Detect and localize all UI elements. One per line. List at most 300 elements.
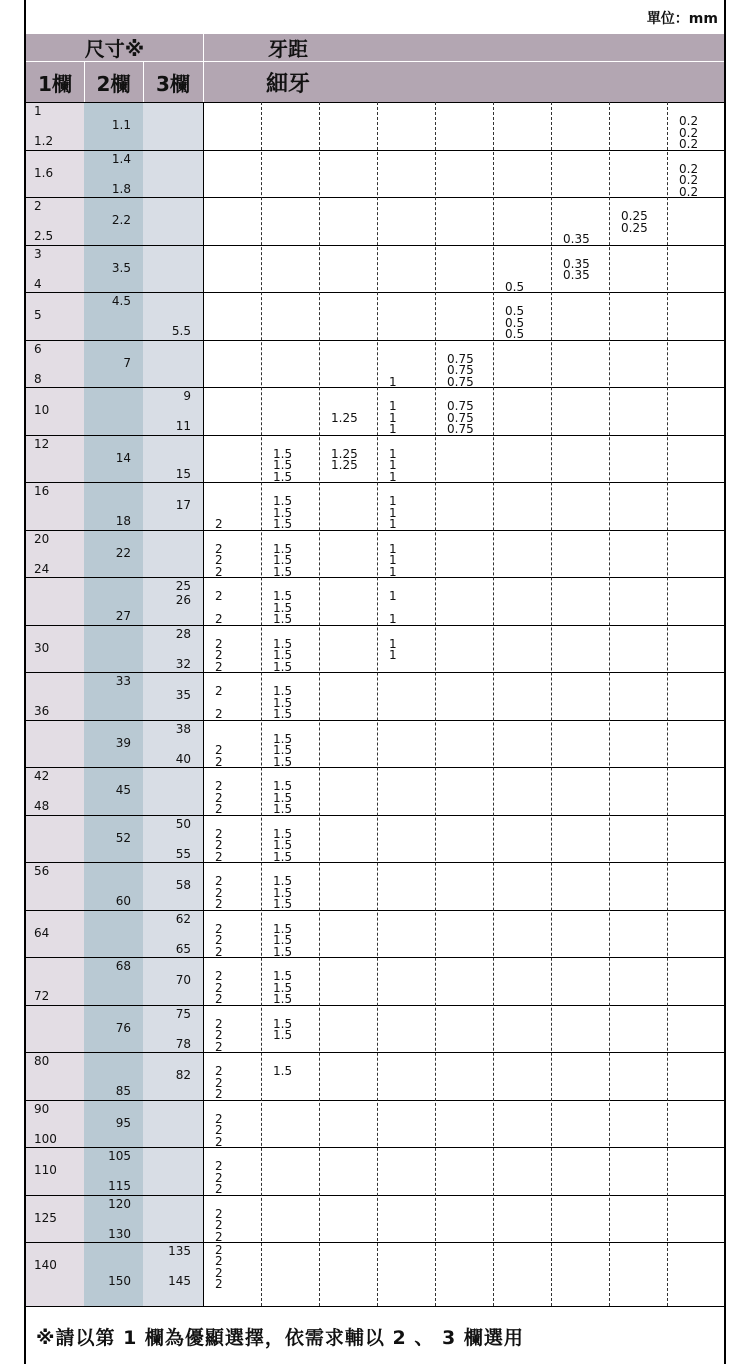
column-2-value: 60 [115, 894, 131, 908]
pitch-value: 1.5 [273, 921, 293, 936]
pitch-cell [377, 1101, 435, 1148]
column-3-value: 32 [175, 656, 191, 671]
pitch-value: 2 [215, 1159, 223, 1173]
column-1-cell [26, 1006, 84, 1053]
pitch-cell [493, 293, 551, 340]
pitch-cell [319, 103, 377, 150]
pitch-value: 1.5 [273, 992, 293, 1006]
column-1-value: 80 [34, 1054, 50, 1068]
pitch-value: 2 [215, 874, 223, 888]
column-3-value: 40 [175, 751, 191, 766]
table-row [26, 767, 724, 815]
pitch-cell [261, 768, 319, 815]
column-2-cell [84, 911, 143, 958]
pitch-value: 2 [215, 1016, 223, 1031]
column-3-cell [143, 911, 203, 958]
pitch-cell [551, 958, 609, 1005]
column-3-value: 145 [168, 1274, 191, 1288]
pitch-value: 1.5 [273, 1016, 293, 1031]
size-title: 尺寸※ [84, 36, 145, 61]
pitch-cell [609, 103, 667, 150]
column-1-value: 90 [34, 1101, 50, 1116]
pitch-value: 1.5 [273, 517, 293, 531]
pitch-cell [493, 1243, 551, 1290]
pitch-cell [435, 768, 493, 815]
pitch-cell [203, 1243, 261, 1290]
pitch-cell [493, 103, 551, 150]
column-1-cell [26, 483, 84, 530]
pitch-cell [319, 911, 377, 958]
column-3-cell [143, 531, 203, 578]
pitch-cell [319, 578, 377, 625]
column-2-cell [84, 1196, 143, 1243]
column-3-cell [143, 1148, 203, 1195]
pitch-cell [203, 1148, 261, 1195]
column-1-cell [26, 246, 84, 293]
pitch-cell [261, 151, 319, 198]
column-1-cell [26, 911, 84, 958]
pitch-cell [493, 341, 551, 388]
table-row [26, 435, 724, 483]
pitch-cell [609, 958, 667, 1005]
table-row [26, 1242, 724, 1290]
pitch-cell [667, 626, 725, 673]
column-2-value: 27 [115, 609, 131, 623]
pitch-cell [319, 958, 377, 1005]
pitch-value: 1 [389, 564, 397, 579]
column-1-cell [26, 673, 84, 720]
pitch-cell [203, 246, 261, 293]
pitch-cell [435, 1053, 493, 1100]
table-row [26, 292, 724, 340]
pitch-cell [667, 768, 725, 815]
column-2-cell [84, 293, 143, 340]
pitch-value: 1.5 [273, 1064, 293, 1078]
pitch-cell [377, 341, 435, 388]
column-1-cell [26, 1243, 84, 1290]
pitch-value: 2 [215, 790, 223, 805]
pitch-value: 1 [389, 648, 397, 662]
pitch-cell [609, 721, 667, 768]
pitch-cell [435, 483, 493, 530]
pitch-cell [493, 863, 551, 910]
pitch-value: 2 [215, 1087, 223, 1101]
pitch-cell [609, 911, 667, 958]
pitch-cell [667, 1196, 725, 1243]
column-1-cell [26, 293, 84, 340]
pitch-cell [319, 721, 377, 768]
pitch-value: 1 [389, 399, 397, 413]
column-1-value: 140 [34, 1258, 57, 1272]
pitch-cell [551, 246, 609, 293]
pitch-cell [261, 388, 319, 435]
column-3-cell [143, 816, 203, 863]
pitch-value: 2 [215, 1123, 223, 1137]
pitch-value: 0.75 [447, 374, 474, 389]
pitch-cell [551, 103, 609, 150]
pitch-cell [667, 1006, 725, 1053]
pitch-value: 2 [215, 1218, 223, 1232]
pitch-value: 0.2 [679, 173, 699, 187]
pitch-cell [377, 578, 435, 625]
column-1-cell [26, 768, 84, 815]
pitch-cell [203, 531, 261, 578]
column-1-cell [26, 1053, 84, 1100]
pitch-cell [319, 1101, 377, 1148]
column-3-value: 11 [175, 419, 191, 433]
pitch-cell [377, 1243, 435, 1290]
pitch-column-divider [377, 102, 378, 1306]
pitch-cell [435, 578, 493, 625]
column-1-value: 1.6 [34, 165, 54, 180]
pitch-column-divider [609, 102, 610, 1306]
pitch-value: 2 [215, 1039, 223, 1054]
pitch-value: 0.2 [679, 184, 699, 199]
pitch-value: 2 [215, 802, 223, 816]
pitch-cell [319, 436, 377, 483]
pitch-column-divider [319, 102, 320, 1306]
column-1-cell [26, 816, 84, 863]
column-1-value: 72 [34, 989, 50, 1003]
pitch-cell [609, 1006, 667, 1053]
pitch-cell [377, 198, 435, 245]
pitch-cell [493, 531, 551, 578]
pitch-cell [261, 1053, 319, 1100]
pitch-value: 2 [215, 1134, 223, 1149]
pitch-cell [667, 1148, 725, 1195]
table-row [26, 197, 724, 245]
pitch-cell [551, 721, 609, 768]
pitch-cell [667, 293, 725, 340]
pitch-cell [261, 578, 319, 625]
pitch-cell [377, 911, 435, 958]
pitch-cell [377, 1196, 435, 1243]
pitch-value: 1.25 [331, 446, 358, 461]
column-1-cell [26, 721, 84, 768]
column-3-cell [143, 1006, 203, 1053]
column-1-value: 1.2 [34, 134, 54, 148]
pitch-value: 2 [215, 648, 223, 662]
column-2-value: 105 [108, 1149, 131, 1163]
pitch-value: 2 [215, 589, 223, 603]
column-3-value: 65 [175, 941, 191, 956]
table-header [26, 34, 724, 102]
column-3-value: 26 [175, 593, 191, 607]
pitch-value: 1.5 [273, 469, 293, 484]
pitch-value: 2 [215, 517, 223, 531]
pitch-value: 1.5 [273, 600, 293, 615]
pitch-cell [377, 626, 435, 673]
table-row [26, 102, 724, 150]
column-1-cell [26, 1196, 84, 1243]
pitch-cell [667, 673, 725, 720]
pitch-cell [493, 246, 551, 293]
pitch-cell [667, 863, 725, 910]
column-1-value: 2.5 [34, 229, 54, 243]
pitch-cell [377, 1053, 435, 1100]
pitch-cell [435, 673, 493, 720]
table-row [26, 625, 724, 673]
pitch-value: 1.5 [273, 541, 293, 556]
table-row [26, 1195, 724, 1243]
pitch-cell [203, 341, 261, 388]
pitch-value: 1.5 [273, 446, 293, 461]
pitch-cell [551, 1101, 609, 1148]
table-row [26, 577, 724, 625]
pitch-cell [377, 816, 435, 863]
column-3-cell [143, 863, 203, 910]
pitch-cell [551, 578, 609, 625]
column-3-cell [143, 673, 203, 720]
pitch-cell [667, 958, 725, 1005]
pitch-cell [203, 911, 261, 958]
pitch-value: 0.5 [505, 304, 525, 318]
column-2-cell [84, 816, 143, 863]
column-1-cell [26, 863, 84, 910]
column-1-value: 36 [34, 704, 50, 718]
pitch-cell [493, 911, 551, 958]
pitch-cell [203, 293, 261, 340]
table-row [26, 150, 724, 198]
column-1-value: 10 [34, 403, 50, 417]
pitch-cell [261, 1006, 319, 1053]
column-3-cell [143, 721, 203, 768]
column-3-value: 28 [175, 626, 191, 641]
pitch-value: 1.5 [273, 589, 293, 603]
pitch-cell [435, 721, 493, 768]
pitch-value: 2 [215, 1182, 223, 1196]
column-3-cell [143, 436, 203, 483]
column-1-cell [26, 531, 84, 578]
pitch-value: 2 [215, 553, 223, 567]
pitch-cell [203, 1006, 261, 1053]
pitch-cell [319, 1148, 377, 1195]
column-2-cell [84, 863, 143, 910]
pitch-cell [551, 1243, 609, 1290]
pitch-value: 2 [215, 826, 223, 841]
pitch-cell [261, 1196, 319, 1243]
pitch-cell [203, 578, 261, 625]
column-2-cell [84, 626, 143, 673]
pitch-cell [319, 626, 377, 673]
pitch-value: 2 [215, 743, 223, 757]
pitch-value: 2 [215, 1206, 223, 1221]
pitch-value: 2 [215, 612, 223, 626]
pitch-value: 1.5 [273, 612, 293, 626]
pitch-value: 1.5 [273, 838, 293, 852]
pitch-cell [493, 958, 551, 1005]
pitch-title: 牙距 [268, 36, 308, 61]
column-1-cell [26, 1101, 84, 1148]
pitch-value: 2 [215, 1254, 223, 1268]
pitch-value: 2 [215, 779, 223, 793]
fine-thread-header: 細牙 [265, 71, 310, 97]
pitch-cell [261, 721, 319, 768]
pitch-cell [609, 436, 667, 483]
pitch-cell [435, 293, 493, 340]
pitch-cell [261, 436, 319, 483]
pitch-column-divider [435, 102, 436, 1306]
pitch-cell [551, 483, 609, 530]
pitch-value: 1 [389, 458, 397, 472]
pitch-column-divider [261, 102, 262, 1306]
pitch-value: 2 [215, 980, 223, 995]
column-3-cell [143, 578, 203, 625]
column-3-cell [143, 626, 203, 673]
pitch-cell [261, 863, 319, 910]
pitch-value: 1.5 [273, 648, 293, 662]
column-1-value: 24 [34, 561, 50, 576]
column-3-value: 35 [175, 688, 191, 702]
pitch-value: 1.5 [273, 505, 293, 520]
pitch-cell [551, 1006, 609, 1053]
table-row [26, 862, 724, 910]
pitch-value: 1.5 [273, 636, 293, 651]
footnote: ※請以第 1 欄為優顯選擇，依需求輔以 2 、 3 欄選用 [36, 1327, 524, 1349]
pitch-cell [203, 1101, 261, 1148]
pitch-value: 1.25 [331, 458, 358, 472]
pitch-value: 0.2 [679, 125, 699, 140]
column-2-cell [84, 578, 143, 625]
column-1-value: 125 [34, 1210, 57, 1225]
pitch-value: 1.5 [273, 897, 293, 911]
column-1-cell [26, 1148, 84, 1195]
column-2-value: 1.4 [111, 151, 131, 166]
pitch-cell [377, 293, 435, 340]
pitch-cell [435, 531, 493, 578]
column-3-cell [143, 1101, 203, 1148]
column-3-value: 15 [175, 466, 191, 481]
pitch-value: 1 [389, 410, 397, 425]
pitch-cell [377, 958, 435, 1005]
pitch-cell [377, 103, 435, 150]
pitch-value: 1.5 [273, 790, 293, 805]
pitch-cell [609, 578, 667, 625]
pitch-cell [319, 531, 377, 578]
column-3-value: 55 [175, 846, 191, 861]
column-1-value: 3 [34, 246, 42, 261]
column-1-value: 20 [34, 531, 50, 546]
pitch-cell [667, 911, 725, 958]
pitch-value: 1.5 [273, 933, 293, 947]
pitch-value: 0.5 [505, 327, 525, 341]
pitch-cell [551, 293, 609, 340]
pitch-cell [435, 911, 493, 958]
column-1-value: 30 [34, 640, 50, 655]
column-3-cell [143, 293, 203, 340]
pitch-cell [377, 531, 435, 578]
pitch-cell [551, 768, 609, 815]
pitch-cell [551, 151, 609, 198]
pitch-value: 1.5 [273, 731, 293, 746]
column-3-value: 75 [175, 1006, 191, 1021]
column-3-cell [143, 768, 203, 815]
column-1-cell [26, 103, 84, 150]
column-3-cell [143, 1243, 203, 1290]
pitch-cell [319, 1053, 377, 1100]
pitch-cell [435, 198, 493, 245]
column-2-value: 1.8 [111, 181, 131, 196]
table-row [26, 1147, 724, 1195]
pitch-cell [609, 1148, 667, 1195]
pitch-cell [609, 483, 667, 530]
column-2-header: 2欄 [96, 71, 131, 96]
column-2-value: 45 [115, 783, 131, 797]
pitch-value: 1.5 [273, 885, 293, 900]
table-row [26, 1005, 724, 1053]
column-1-cell [26, 198, 84, 245]
pitch-cell [203, 198, 261, 245]
pitch-cell [203, 721, 261, 768]
pitch-value: 1.5 [273, 802, 293, 816]
column-3-header: 3欄 [156, 71, 190, 96]
pitch-cell [435, 388, 493, 435]
pitch-value: 0.75 [447, 363, 474, 377]
pitch-cell [609, 198, 667, 245]
pitch-cell [319, 816, 377, 863]
pitch-cell [377, 673, 435, 720]
column-3-cell [143, 246, 203, 293]
pitch-cell [377, 768, 435, 815]
column-2-cell [84, 341, 143, 388]
pitch-value: 1.5 [273, 564, 293, 579]
column-2-value: 150 [108, 1274, 131, 1288]
column-1-cell [26, 626, 84, 673]
pitch-value: 1 [389, 612, 397, 626]
pitch-cell [609, 388, 667, 435]
column-3-value: 9 [183, 389, 191, 403]
column-1-value: 4 [34, 276, 42, 291]
pitch-value: 0.35 [563, 232, 590, 246]
column-1-cell [26, 151, 84, 198]
column-2-cell [84, 1053, 143, 1100]
pitch-value: 1.5 [273, 707, 293, 721]
pitch-cell [319, 483, 377, 530]
pitch-cell [261, 626, 319, 673]
pitch-cell [261, 958, 319, 1005]
pitch-cell [319, 246, 377, 293]
pitch-value: 1 [389, 422, 397, 436]
pitch-cell [551, 673, 609, 720]
pitch-value: 0.75 [447, 410, 474, 425]
pitch-cell [493, 626, 551, 673]
pitch-cell [435, 341, 493, 388]
pitch-value: 2 [215, 636, 223, 651]
pitch-value: 1.5 [273, 458, 293, 472]
table-row [26, 245, 724, 293]
pitch-value: 2 [215, 564, 223, 579]
pitch-value: 2 [215, 992, 223, 1006]
column-3-cell [143, 958, 203, 1005]
pitch-value: 2 [215, 849, 223, 864]
pitch-value: 1 [389, 636, 397, 651]
pitch-cell [261, 911, 319, 958]
pitch-cell [203, 673, 261, 720]
pitch-value: 0.2 [679, 161, 699, 176]
pitch-cell [667, 1243, 725, 1290]
pitch-cell [551, 1196, 609, 1243]
pitch-cell [493, 816, 551, 863]
pitch-column-divider [551, 102, 552, 1306]
pitch-cell [261, 531, 319, 578]
pitch-cell [493, 151, 551, 198]
column-2-value: 33 [115, 674, 131, 688]
pitch-cell [493, 483, 551, 530]
column-2-cell [84, 673, 143, 720]
unit-label: 單位：mm [646, 11, 718, 27]
pitch-value: 2 [215, 1170, 223, 1185]
pitch-value: 0.75 [447, 399, 474, 413]
